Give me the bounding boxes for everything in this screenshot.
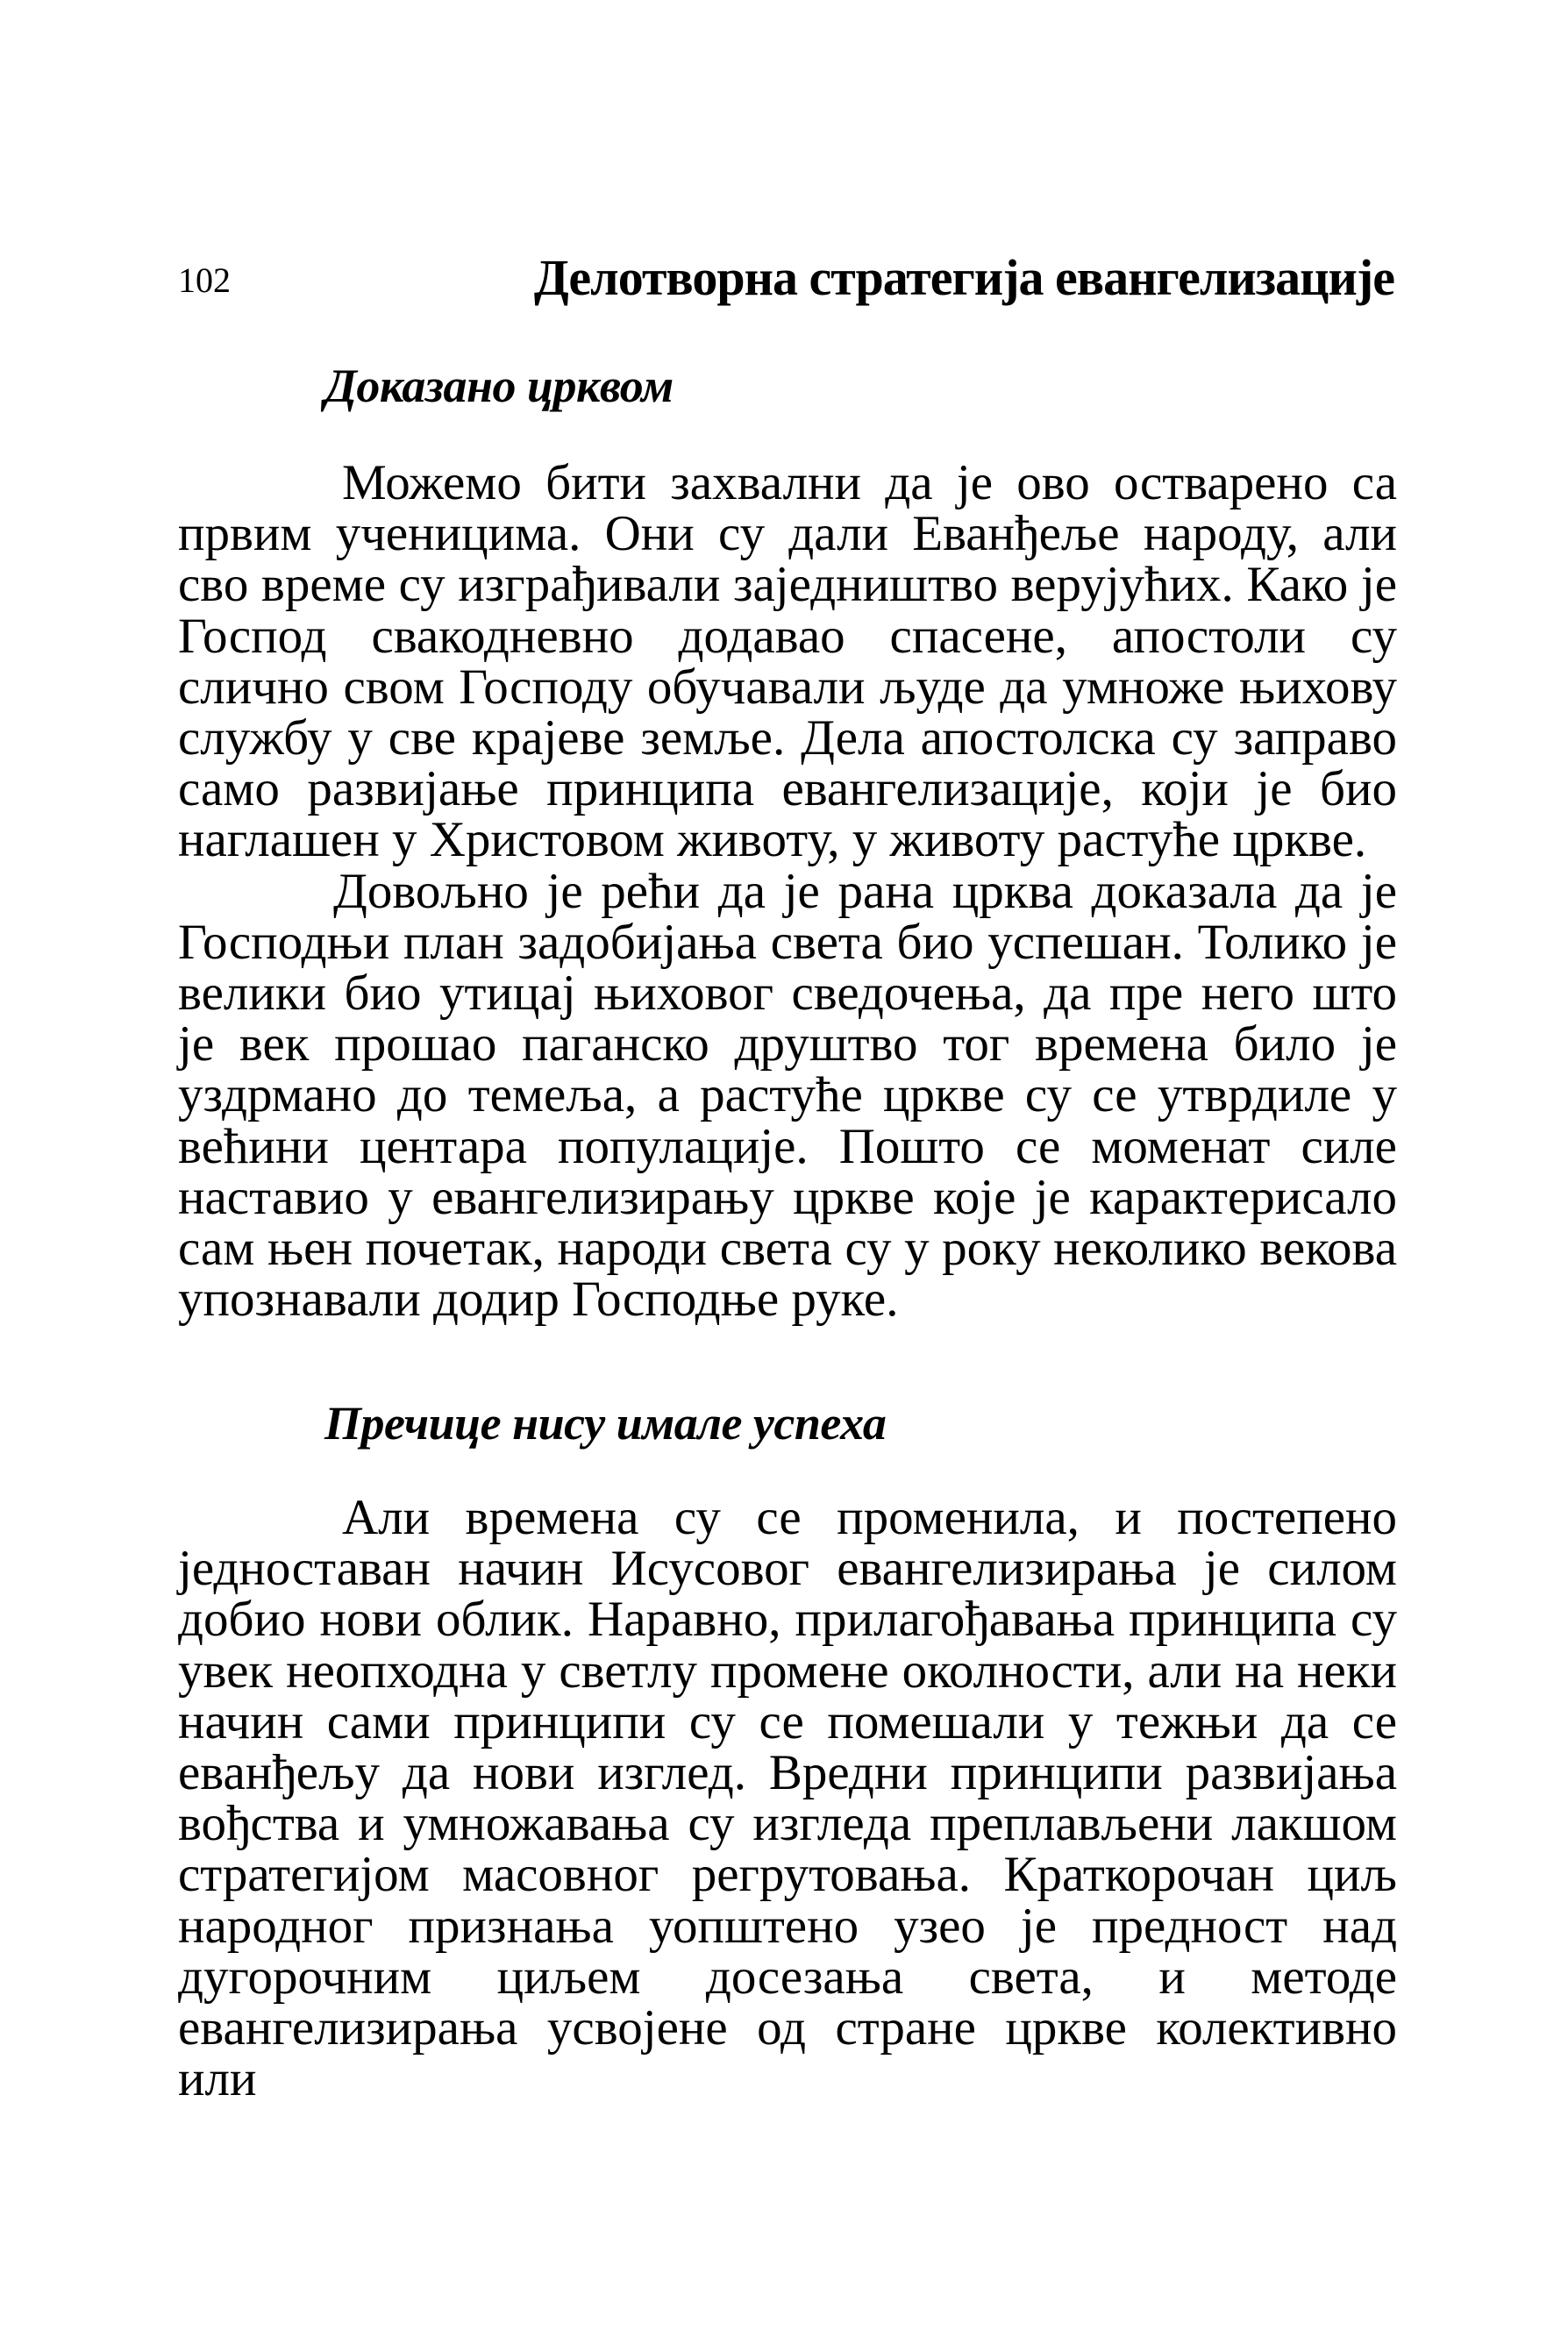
- page-number: 102: [178, 260, 231, 300]
- section-body: [178, 455, 1397, 1328]
- paragraph: Али времена су се променила, и постепено једноставан начин Исусовог евангелизирања је силом добио нови облик. Наравно, прилагођавања принципа су увек неопходна у светлу промене околности, али на неки начин сами принципи су се помешали у тежњи да се еванђељу да нови изглед. Вредни принципи развијања вођства и умножавања су изгледа преплављени лакшом стратегијом масовног регрутовања. Краткорочан циљ народног признања уопштено узео је предност над дугорочним циљем досезања света, и методе евангелизирања усвојене од стране цркве колективно или: [178, 1490, 1397, 2107]
- section-body: [178, 1490, 1397, 2107]
- paragraph: Можемо бити захвални да је ово остварено са првим ученицима. Они су дали Еванђеље народу, али сво време су изграђивали заједништво верујућих. Како је Господ свакодневно додавао спасене, апостоли су слично свом Господу обучавали људе да умноже њихову службу у све крајеве земље. Дела апостолска су заправо само развијање принципа евангелизације, који је био наглашен у Христовом животу, у животу растуће цркве.: [178, 455, 1397, 868]
- section-heading: Доказано црквом: [324, 360, 674, 412]
- running-header-title: Делотворна стратегија евангелизације: [533, 249, 1394, 306]
- paragraph: Довољно је рећи да је рана црква доказала да је Господњи план задобијања света био успешан. Толико је велики био утицај њиховог сведочења, да пре него што је век прошао паганско друштво тог времена било је уздрмано до темеља, а растуће цркве су се утврдиле у већини центара популације. Пошто се моменат силе наставио у евангелизирању цркве које је карактерисало сам њен почетак, народи света су у року неколико векова упознавали додир Господње руке.: [178, 863, 1397, 1328]
- section-heading: Пречице нису имале успеха: [324, 1397, 887, 1450]
